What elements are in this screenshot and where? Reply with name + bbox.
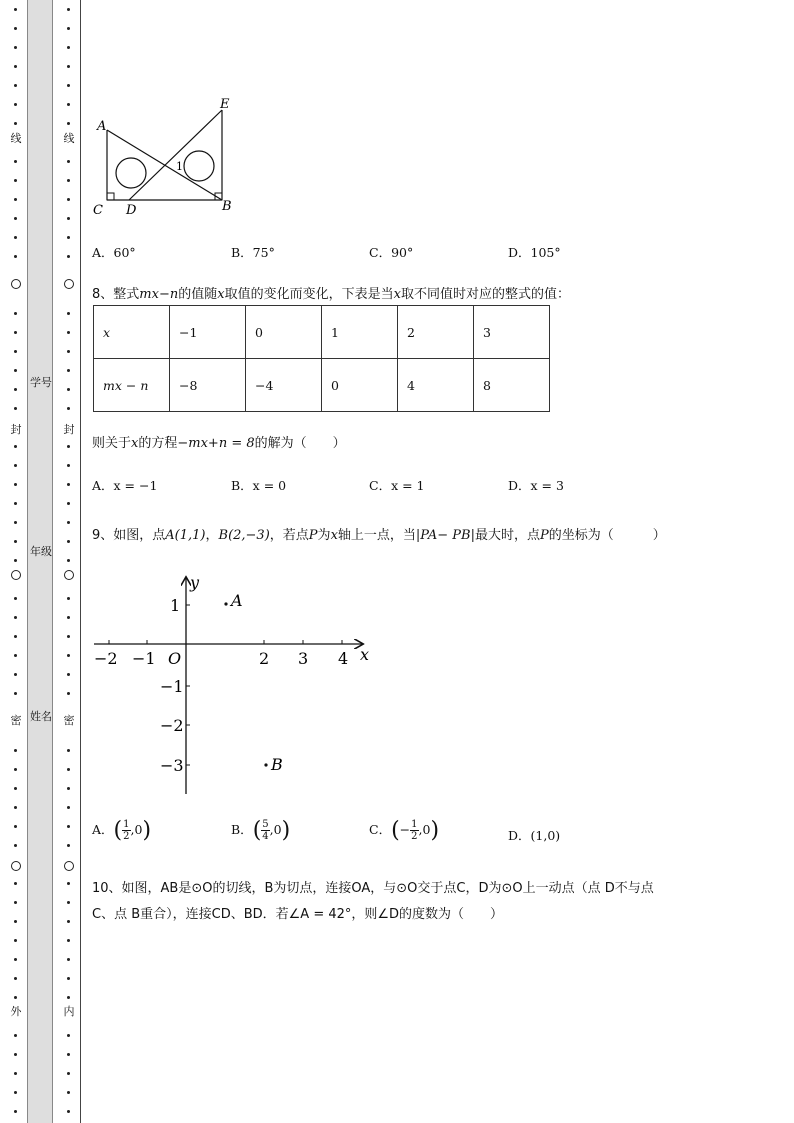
q10-stem-line1: 10、如图，AB是⊙O的切线，B为切点，连接OA，与⊙O交于点C，D为⊙O上一动点（点 D不与点 <box>92 881 654 896</box>
right-mark-mi: 密 <box>63 714 75 727</box>
field-name: 姓名 <box>30 710 52 723</box>
q8-question <box>92 432 346 451</box>
binding-dot <box>67 1110 70 1113</box>
info-strip <box>27 0 53 1123</box>
q9-point-a: A(1,1) <box>165 528 206 543</box>
binding-dot <box>67 597 70 600</box>
q8-variable: x <box>131 436 139 451</box>
numerator: 1 <box>411 819 418 830</box>
left-mark-xian: 线 <box>10 132 22 145</box>
q9-point-p: P <box>539 528 549 543</box>
binding-dot <box>14 331 17 334</box>
q8-stem <box>92 283 570 302</box>
field-grade: 年级 <box>30 545 52 558</box>
table-row <box>94 306 550 359</box>
binding-circle <box>11 279 21 289</box>
binding-dot <box>14 749 17 752</box>
right-mark-feng: 封 <box>63 423 75 436</box>
q10-stem-line2: C、点 B重合），连接CD、BD．若∠A = 42°，则∠D的度数为（ ） <box>92 907 504 922</box>
binding-dot <box>14 996 17 999</box>
right-mark-xian: 线 <box>63 132 75 145</box>
binding-dot <box>14 825 17 828</box>
binding-dot <box>14 559 17 562</box>
binding-dot <box>14 901 17 904</box>
q9-option-b[interactable]: B．( $\frac{5}{4}$ ,0) <box>231 818 291 843</box>
binding-dot <box>67 103 70 106</box>
binding-dot <box>67 844 70 847</box>
option-prefix: D． <box>508 828 531 843</box>
binding-dot <box>67 217 70 220</box>
option-tail: ,0 <box>130 822 143 837</box>
q7-options <box>92 243 752 263</box>
binding-dot <box>67 388 70 391</box>
binding-dot <box>67 160 70 163</box>
q9-coordinate-graph <box>92 572 382 802</box>
left-mark-feng: 封 <box>10 423 22 436</box>
right-dotted-line <box>64 0 74 1123</box>
binding-dot <box>14 198 17 201</box>
binding-dot <box>14 502 17 505</box>
q7-circle-right <box>184 151 214 181</box>
right-mark-nei: 内 <box>63 1005 75 1018</box>
origin-label: O <box>168 649 182 668</box>
q7-option-d[interactable]: D．105° <box>508 245 561 260</box>
binding-dot <box>14 616 17 619</box>
q8-variable: x <box>217 287 225 302</box>
fraction <box>410 819 418 842</box>
binding-dot <box>67 901 70 904</box>
q8-expression: mx−n <box>139 287 179 302</box>
table-cell: −4 <box>246 359 322 412</box>
binding-dot <box>67 255 70 258</box>
q9-stem-text: 为 <box>317 528 331 543</box>
binding-dot <box>67 122 70 125</box>
table-cell: 0 <box>246 306 322 359</box>
binding-dot <box>14 464 17 467</box>
binding-dot <box>67 236 70 239</box>
table-cell: 4 <box>398 359 474 412</box>
fraction <box>122 819 130 842</box>
q9-point-p: P <box>308 528 318 543</box>
binding-dot <box>14 84 17 87</box>
left-mark-mi: 密 <box>10 714 22 727</box>
q9-stem <box>92 524 666 543</box>
binding-dot <box>14 255 17 258</box>
binding-dot <box>67 27 70 30</box>
table-cell: mx − n <box>94 359 170 412</box>
binding-dot <box>67 464 70 467</box>
q8-stem-text: 取不同值时对应的整式的值： <box>400 287 570 302</box>
binding-circle <box>64 279 74 289</box>
binding-dot <box>14 103 17 106</box>
q7-label-d: D <box>126 203 137 218</box>
binding-dot <box>14 350 17 353</box>
binding-dot <box>67 1072 70 1075</box>
x-axis-label: x <box>360 645 370 664</box>
q8-option-c[interactable]: C．x = 1 <box>369 478 425 493</box>
binding-dot <box>14 920 17 923</box>
fraction <box>261 819 269 842</box>
binding-dot <box>67 635 70 638</box>
binding-dot <box>14 179 17 182</box>
binding-dot <box>14 977 17 980</box>
q7-label-b: B <box>222 199 232 214</box>
q8-value-table <box>93 305 550 412</box>
table-cell: 0 <box>322 359 398 412</box>
option-tail: ,0 <box>269 822 282 837</box>
binding-dot <box>14 692 17 695</box>
binding-dot <box>67 521 70 524</box>
binding-circle <box>11 861 21 871</box>
binding-dot <box>67 46 70 49</box>
q9-options <box>92 816 752 856</box>
binding-dot <box>14 236 17 239</box>
binding-dot <box>67 1091 70 1094</box>
q9-stem-text: 的坐标为（ ） <box>548 528 666 543</box>
y-tick-label: −1 <box>160 677 184 696</box>
binding-dot <box>14 445 17 448</box>
point-b-label: B <box>271 755 283 774</box>
y-tick-label: −2 <box>160 716 184 735</box>
q7-option-a[interactable]: A．60° <box>92 245 136 260</box>
binding-dot <box>14 1110 17 1113</box>
q9-stem-text: 9、如图，点 <box>92 528 166 543</box>
q7-circle-left <box>116 158 146 188</box>
x-tick-label: 3 <box>298 649 309 668</box>
q9-option-d[interactable] <box>508 826 560 844</box>
q9-option-a[interactable]: A．( $\frac{1}{2}$ ,0) <box>92 818 152 843</box>
y-tick-label: 1 <box>170 596 181 615</box>
option-prefix: B． <box>231 822 253 837</box>
q9-abs-expression: |PA− PB| <box>415 528 475 543</box>
binding-dot <box>67 407 70 410</box>
binding-dot <box>67 198 70 201</box>
binding-dot <box>14 1053 17 1056</box>
binding-dot <box>14 844 17 847</box>
binding-dot <box>67 350 70 353</box>
q9-stem-text: 轴上一点，当 <box>337 528 416 543</box>
x-tick-label: −1 <box>132 649 156 668</box>
binding-dot <box>67 692 70 695</box>
q7-label-e: E <box>220 97 230 112</box>
binding-dot <box>67 483 70 486</box>
q8-option-d[interactable]: D．x = 3 <box>508 478 564 493</box>
denominator: 2 <box>411 831 418 842</box>
binding-dot <box>67 939 70 942</box>
q8-question-text: 的解为（ ） <box>254 436 346 451</box>
binding-dot <box>67 749 70 752</box>
binding-dot <box>14 46 17 49</box>
binding-dot <box>14 882 17 885</box>
q7-option-b[interactable]: B．75° <box>231 245 275 260</box>
minus-sign: − <box>399 822 411 837</box>
binding-margin <box>0 0 82 1123</box>
y-tick-label: −3 <box>160 756 184 775</box>
q8-stem-text: 取值的变化而变化，下表是当 <box>224 287 394 302</box>
binding-dot <box>14 540 17 543</box>
q7-figure <box>92 92 242 222</box>
margin-rule <box>80 0 81 1123</box>
table-cell: 1 <box>322 306 398 359</box>
binding-dot <box>67 331 70 334</box>
table-cell: 8 <box>474 359 550 412</box>
q8-stem-text: 8、整式 <box>92 287 140 302</box>
binding-dot <box>67 369 70 372</box>
binding-dot <box>67 65 70 68</box>
option-prefix: C． <box>369 822 392 837</box>
binding-dot <box>14 388 17 391</box>
q8-option-a[interactable]: A．x = −1 <box>92 478 158 493</box>
binding-dot <box>67 958 70 961</box>
binding-dot <box>14 160 17 163</box>
binding-dot <box>67 654 70 657</box>
binding-dot <box>14 217 17 220</box>
binding-dot <box>67 768 70 771</box>
binding-dot <box>14 958 17 961</box>
option-tail: ,0 <box>418 822 431 837</box>
q9-stem-text: ， <box>205 528 219 543</box>
q7-angle-1: 1 <box>176 160 183 173</box>
binding-dot <box>67 559 70 562</box>
binding-dot <box>67 8 70 11</box>
binding-dot <box>67 84 70 87</box>
binding-dot <box>14 1072 17 1075</box>
table-cell: 3 <box>474 306 550 359</box>
binding-dot <box>67 502 70 505</box>
q8-variable: x <box>393 287 401 302</box>
binding-dot <box>67 673 70 676</box>
binding-dot <box>67 977 70 980</box>
q8-equation: −mx+n = 8 <box>177 436 255 451</box>
point-a-dot <box>224 602 227 605</box>
binding-dot <box>67 179 70 182</box>
binding-dot <box>67 787 70 790</box>
binding-dot <box>14 673 17 676</box>
q8-stem-text: 的值随 <box>178 287 218 302</box>
binding-dot <box>67 882 70 885</box>
binding-dot <box>14 768 17 771</box>
numerator: 5 <box>262 819 269 830</box>
denominator: 4 <box>262 831 269 842</box>
left-dotted-line <box>11 0 21 1123</box>
binding-dot <box>14 8 17 11</box>
table-row <box>94 359 550 412</box>
denominator: 2 <box>123 831 130 842</box>
binding-circle <box>64 861 74 871</box>
binding-dot <box>67 1034 70 1037</box>
table-cell: 2 <box>398 306 474 359</box>
binding-dot <box>14 1091 17 1094</box>
q7-label-c: C <box>93 203 103 218</box>
q9-stem-text: 最大时，点 <box>474 528 540 543</box>
binding-dot <box>67 920 70 923</box>
numerator: 1 <box>123 819 130 830</box>
option-prefix: A． <box>92 822 114 837</box>
field-student-id: 学号 <box>30 376 52 389</box>
q7-label-a: A <box>97 119 107 134</box>
binding-dot <box>67 312 70 315</box>
binding-dot <box>14 654 17 657</box>
left-mark-wai: 外 <box>10 1005 22 1018</box>
binding-dot <box>14 939 17 942</box>
q9-point-b: B(2,−3) <box>218 528 270 543</box>
q7-option-c[interactable]: C．90° <box>369 245 414 260</box>
binding-dot <box>14 787 17 790</box>
binding-circle <box>64 570 74 580</box>
binding-dot <box>67 996 70 999</box>
x-tick-label: 4 <box>338 649 349 668</box>
binding-dot <box>14 407 17 410</box>
table-cell: x <box>94 306 170 359</box>
binding-dot <box>14 521 17 524</box>
binding-dot <box>14 597 17 600</box>
binding-dot <box>14 27 17 30</box>
point-a-label: A <box>231 591 243 610</box>
binding-dot <box>14 312 17 315</box>
binding-dot <box>67 1053 70 1056</box>
binding-dot <box>14 369 17 372</box>
binding-dot <box>14 635 17 638</box>
q8-option-b[interactable]: B．x = 0 <box>231 478 287 493</box>
binding-dot <box>67 806 70 809</box>
q8-options <box>92 476 752 496</box>
binding-circle <box>11 570 21 580</box>
q9-stem-text: ，若点 <box>269 528 309 543</box>
q9-option-c[interactable]: C．(− $\frac{1}{2}$ ,0) <box>369 818 440 843</box>
binding-dot <box>14 1034 17 1037</box>
table-cell: −8 <box>170 359 246 412</box>
q8-question-text: 则关于 <box>92 436 132 451</box>
table-cell: −1 <box>170 306 246 359</box>
binding-dot <box>14 122 17 125</box>
x-tick-label: 2 <box>259 649 270 668</box>
point-b-dot <box>264 763 267 766</box>
binding-dot <box>14 806 17 809</box>
binding-dot <box>14 483 17 486</box>
binding-dot <box>67 825 70 828</box>
q8-question-text: 的方程 <box>138 436 178 451</box>
q9-variable: x <box>330 528 338 543</box>
y-axis-label: y <box>190 573 200 592</box>
binding-dot <box>67 540 70 543</box>
x-tick-label: −2 <box>94 649 118 668</box>
option-value: (1,0) <box>530 828 561 843</box>
binding-dot <box>14 65 17 68</box>
binding-dot <box>67 445 70 448</box>
binding-dot <box>67 616 70 619</box>
